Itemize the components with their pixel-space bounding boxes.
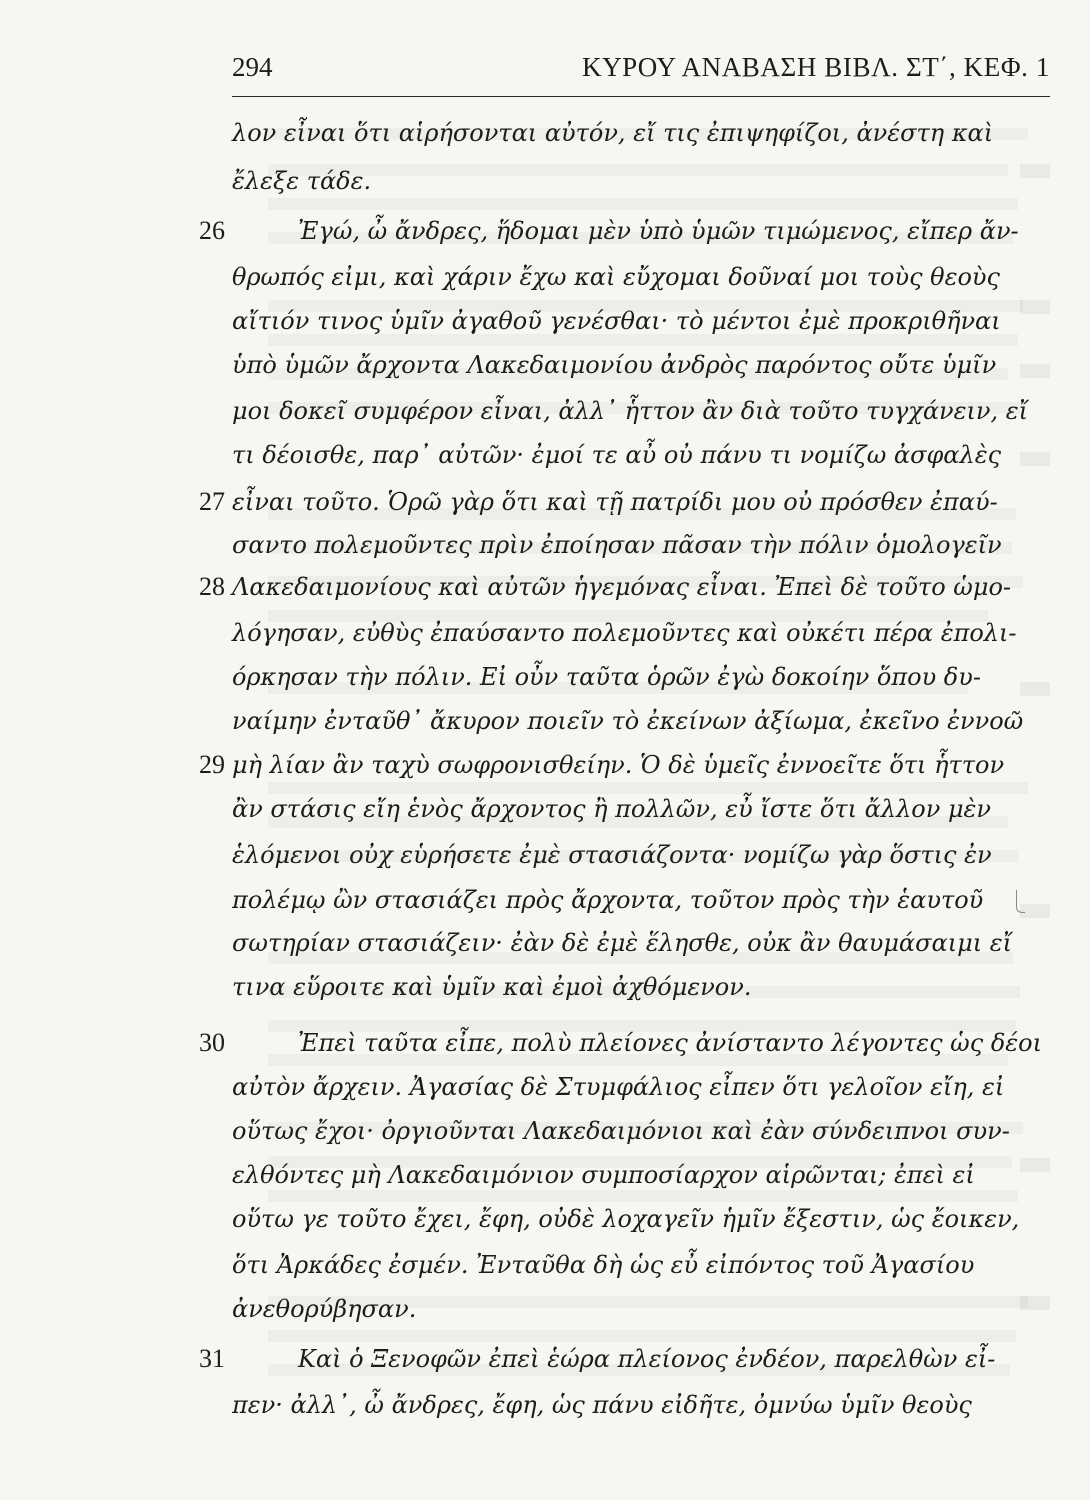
text-line: ἔλεξε τάδε. (232, 167, 372, 195)
text-line: αἴτιόν τινος ὑμῖν ἀγαθοῦ γενέσθαι· τὸ μέντοι ἐμὲ προκριθῆναι (232, 307, 1001, 335)
running-title: ΚΥΡΟΥ ΑΝΑΒΑΣΗ ΒΙΒΛ. ΣΤ΄, ΚΕΦ. 1 (581, 52, 1050, 82)
text-line: λον εἶναι ὅτι αἱρήσονται αὐτόν, εἴ τις ἐπιψηφίζοι, ἀνέστη καὶ (232, 119, 994, 147)
text-line: Ἐγώ, ὦ ἄνδρες, ἥδομαι μὲν ὑπὸ ὑμῶν τιμώμενος, εἴπερ ἄν- (298, 217, 1019, 245)
margin-pencil-mark (1016, 890, 1025, 913)
text-line: οὕτω γε τοῦτο ἔχει, ἔφη, οὐδὲ λοχαγεῖν ἡμῖν ἔξεστιν, ὡς ἔοικεν, (232, 1205, 1020, 1233)
section-number-27: 27 (199, 487, 225, 516)
text-line: μὴ λίαν ἂν ταχὺ σωφρονισθείην. Ὁ δὲ ὑμεῖς ἐννοεῖτε ὅτι ἧττον (232, 751, 1005, 779)
text-line: Καὶ ὁ Ξενοφῶν ἐπεὶ ἑώρα πλείονος ἐνδέον, παρελθὼν εἶ- (298, 1345, 996, 1373)
text-line: ναίμην ἐνταῦθ᾽ ἄκυρον ποιεῖν τὸ ἐκείνων ἀξίωμα, ἐκεῖνο ἐννοῶ (232, 707, 1024, 735)
text-line: εἶναι τοῦτο. Ὁρῶ γὰρ ὅτι καὶ τῇ πατρίδι μου οὐ πρόσθεν ἐπαύ- (232, 488, 998, 516)
text-line: όρκησαν τὴν πόλιν. Εἰ οὖν ταῦτα ὁρῶν ἐγὼ δοκοίην ὅπου δυ- (232, 663, 981, 691)
section-number-30: 30 (199, 1028, 225, 1057)
text-line: τι δέοισθε, παρ᾽ αὐτῶν· ἐμοί τε αὖ οὐ πάνυ τι νομίζω ἀσφαλὲς (232, 441, 1002, 469)
text-line: θρωπός εἰμι, καὶ χάριν ἔχω καὶ εὔχομαι δοῦναί μοι τοὺς θεοὺς (232, 263, 1000, 291)
text-line: λόγησαν, εὐθὺς ἐπαύσαντο πολεμοῦντες καὶ οὐκέτι πέρα ἐπολι- (232, 619, 1017, 647)
section-number-31: 31 (199, 1344, 225, 1373)
text-line: τινα εὕροιτε καὶ ὑμῖν καὶ ἐμοὶ ἀχθόμενον. (232, 973, 752, 1001)
text-line: ἑλόμενοι οὐχ εὑρήσετε ἐμὲ στασιάζοντα· νομίζω γὰρ ὅστις ἐν (232, 841, 992, 869)
text-line: πολέμῳ ὢν στασιάζει πρὸς ἄρχοντα, τοῦτον πρὸς τὴν ἑαυτοῦ (232, 886, 984, 914)
page-number: 294 (232, 52, 273, 82)
text-line: μοι δοκεῖ συμφέρον εἶναι, ἀλλ᾽ ἧττον ἂν διὰ τοῦτο τυγχάνειν, εἴ (232, 397, 1029, 425)
text-line: οὕτως ἔχοι· ὀργιοῦνται Λακεδαιμόνιοι καὶ ἐὰν σύνδειπνοι συν- (232, 1117, 1010, 1145)
text-line: σωτηρίαν στασιάζειν· ἐὰν δὲ ἐμὲ ἕλησθε, οὐκ ἂν θαυμάσαιμι εἴ (232, 929, 1013, 957)
section-number-28: 28 (199, 572, 225, 601)
text-line: ὑπὸ ὑμῶν ἄρχοντα Λακεδαιμονίου ἀνδρὸς παρόντος οὔτε ὑμῖν (232, 351, 997, 379)
text-line: Λακεδαιμονίους καὶ αὐτῶν ἡγεμόνας εἶναι. Ἐπεὶ δὲ τοῦτο ὡμο- (232, 573, 1012, 601)
section-number-26: 26 (199, 216, 225, 245)
text-line: αὐτὸν ἄρχειν. Ἀγασίας δὲ Στυμφάλιος εἶπεν ὅτι γελοῖον εἴη, εἰ (232, 1073, 1005, 1101)
text-line: πεν· ἀλλ᾽, ὦ ἄνδρες, ἔφη, ὡς πάνυ εἰδῆτε, ὀμνύω ὑμῖν θεοὺς (232, 1391, 972, 1419)
section-number-29: 29 (199, 750, 225, 779)
text-line: ἀνεθορύβησαν. (232, 1295, 417, 1323)
text-line: ὅτι Ἀρκάδες ἐσμέν. Ἐνταῦθα δὴ ὡς εὖ εἰπόντος τοῦ Ἀγασίου (232, 1251, 975, 1279)
text-line: σαντο πολεμοῦντες πρὶν ἐποίησαν πᾶσαν τὴν πόλιν ὁμολογεῖν (232, 531, 1002, 559)
text-line: ἂν στάσις εἴη ἑνὸς ἄρχοντος ἢ πολλῶν, εὖ ἴστε ὅτι ἄλλον μὲν (232, 795, 992, 823)
text-line: Ἐπεὶ ταῦτα εἶπε, πολὺ πλείονες ἀνίσταντο λέγοντες ὡς δέοι (298, 1029, 1043, 1057)
text-line: ελθόντες μὴ Λακεδαιμόνιον συμποσίαρχον αἱρῶνται; ἐπεὶ εἰ (232, 1161, 975, 1189)
